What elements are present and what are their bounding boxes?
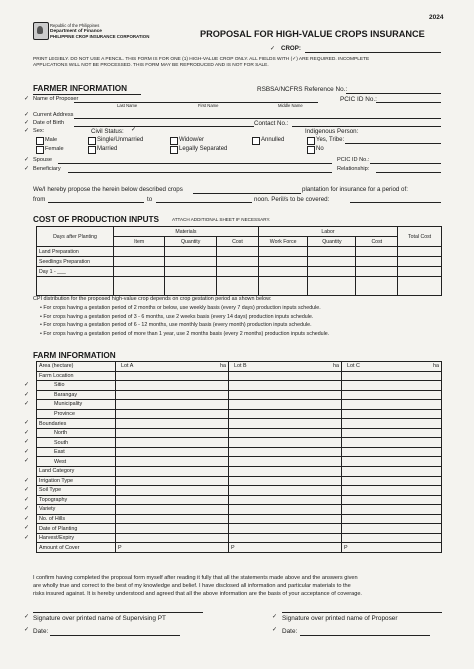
civil-status-check-mark: ✓ xyxy=(131,127,137,133)
farm-row-check-mark: ✓ xyxy=(24,534,30,541)
civil-status-label: Civil Status: xyxy=(91,128,124,135)
crop-field[interactable] xyxy=(305,52,441,53)
farm-cell[interactable] xyxy=(229,486,342,496)
check-mark: ✓ xyxy=(24,157,30,163)
farm-cell[interactable] xyxy=(342,543,442,553)
farm-row xyxy=(37,495,442,505)
department-text: Department of Finance xyxy=(50,29,102,34)
farm-row xyxy=(37,467,442,477)
single-label: Single/Unmarried xyxy=(97,137,144,143)
farm-cell[interactable] xyxy=(229,438,342,448)
days-header: Days after Planting xyxy=(37,227,114,247)
farm-cell[interactable] xyxy=(116,524,229,534)
cpi-bullet: • For crops having a gestation period of 2 months or below, use weekly basis (every 7 days) production inputs schedule. xyxy=(40,305,321,311)
farm-row-check-mark xyxy=(24,410,34,420)
farm-cell[interactable] xyxy=(342,495,442,505)
check-mark: ✓ xyxy=(272,627,278,633)
supervising-pt-signature-line[interactable] xyxy=(33,612,203,613)
spouse-field[interactable] xyxy=(58,163,332,164)
check-mark: ✓ xyxy=(24,120,30,126)
beneficiary-label: Beneficiary xyxy=(33,166,61,172)
farm-row-label: Harvest/Expiry xyxy=(37,533,116,543)
right-date-label: Date: xyxy=(282,628,298,635)
farm-cell[interactable] xyxy=(342,371,442,381)
farmer-title-underline xyxy=(33,94,141,95)
indigenous-no-label: No xyxy=(316,146,324,152)
farm-row-label: Boundaries xyxy=(37,419,116,429)
corporation-text: PHILIPPINE CROP INSURANCE CORPORATION xyxy=(50,34,150,39)
farm-row xyxy=(37,533,442,543)
farm-row-label: Province xyxy=(37,409,116,419)
table-row xyxy=(37,257,442,267)
farm-cell[interactable] xyxy=(342,390,442,400)
check-mark: ✓ xyxy=(272,614,278,620)
farm-row-check-mark xyxy=(24,362,34,372)
quantity-subheader: Quantity xyxy=(165,237,217,247)
farm-cell[interactable] xyxy=(342,409,442,419)
indigenous-label: Indigenous Person: xyxy=(305,128,359,135)
table-row xyxy=(37,247,442,257)
farmer-section-title: FARMER INFORMATION xyxy=(33,84,127,93)
address-field[interactable] xyxy=(74,118,441,119)
farm-row-check-mark: ✓ xyxy=(24,429,30,436)
farm-cell[interactable] xyxy=(342,428,442,438)
farm-row-check-mark: ✓ xyxy=(24,391,30,398)
check-mark: ✓ xyxy=(24,627,30,633)
widow-label: Widow/er xyxy=(179,137,205,143)
from-field[interactable] xyxy=(48,202,144,203)
farm-row xyxy=(37,514,442,524)
first-name-caption: First Name xyxy=(198,103,219,108)
female-label: Female xyxy=(45,146,64,152)
indigenous-yes-checkbox[interactable] xyxy=(307,137,315,145)
farm-cell[interactable] xyxy=(116,486,229,496)
farm-row-label: South xyxy=(37,438,116,448)
farm-row xyxy=(37,543,442,553)
indigenous-yes-label: Yes, Tribe: xyxy=(316,137,345,143)
check-mark: ✓ xyxy=(24,166,30,172)
form-year: 2024 xyxy=(429,14,444,21)
farm-cell[interactable] xyxy=(116,543,229,553)
farm-row xyxy=(37,476,442,486)
farm-cell[interactable] xyxy=(229,505,342,515)
farm-row-check-mark: ✓ xyxy=(24,525,30,532)
cost-subheader: Cost xyxy=(217,237,259,247)
check-mark: ✓ xyxy=(24,128,30,134)
relationship-label: Relationship: xyxy=(337,166,370,172)
farm-row xyxy=(37,447,442,457)
farm-row-check-mark xyxy=(24,467,34,477)
farm-row-label: Soil Type xyxy=(37,486,116,496)
materials-header: Materials xyxy=(113,227,258,237)
farm-cell[interactable] xyxy=(342,514,442,524)
farm-row xyxy=(37,400,442,410)
farm-check-column xyxy=(24,362,34,543)
cost-of-production-table xyxy=(36,226,442,296)
instructions-line-1: PRINT LEGIBLY. DO NOT USE A PENCIL. THIS FORM IS FOR ONE (1) HIGH-VALUE CROP ONLY. ALL FIELDS WITH (✓) ARE REQUIRED. INCOMPLETE xyxy=(33,57,370,62)
crops-field[interactable] xyxy=(193,193,301,194)
farm-section-title: FARM INFORMATION xyxy=(33,351,116,360)
farm-cell[interactable] xyxy=(342,438,442,448)
female-checkbox[interactable] xyxy=(36,146,44,154)
spouse-label: Spouse xyxy=(33,157,52,163)
middle-name-caption: Middle Name xyxy=(278,103,303,108)
farm-row-label: Sitio xyxy=(37,381,116,391)
row-label: Land Preparation xyxy=(37,247,114,257)
table-row xyxy=(37,267,442,277)
farm-cell[interactable] xyxy=(116,390,229,400)
name-label: Name of Proposer xyxy=(33,96,79,102)
cost-section-title: COST OF PRODUCTION INPUTS xyxy=(33,215,159,224)
instructions-line-2: APPLICATIONS WILL NOT BE PROCESSED. THIS FORM MAY BE REPRODUCED AND IS NOT FOR SALE. xyxy=(33,63,269,68)
farm-cell[interactable] xyxy=(116,505,229,515)
pcic-id-field[interactable] xyxy=(376,102,441,103)
farm-cell[interactable] xyxy=(229,428,342,438)
attach-note: ATTACH ADDITIONAL SHEET IF NECESSARY. xyxy=(172,217,271,222)
farm-cell[interactable] xyxy=(229,371,342,381)
farm-row-check-mark: ✓ xyxy=(24,382,30,389)
farm-cell[interactable] xyxy=(229,533,342,543)
farm-row-check-mark xyxy=(24,372,34,382)
farm-row xyxy=(37,524,442,534)
rsbsa-label: RSBSA/NCFRS Reference No.: xyxy=(257,86,348,93)
farm-row-label: Date of Planting xyxy=(37,524,116,534)
tribe-field[interactable] xyxy=(345,143,441,144)
farm-row-label: North xyxy=(37,428,116,438)
farm-cell[interactable] xyxy=(116,438,229,448)
farm-row xyxy=(37,371,442,381)
farm-cell[interactable] xyxy=(229,476,342,486)
farm-row-label: Topography xyxy=(37,495,116,505)
check-mark: ✓ xyxy=(24,614,30,620)
spouse-pcic-id-label: PCIC ID No.: xyxy=(337,157,370,163)
farm-row xyxy=(37,390,442,400)
relationship-field[interactable] xyxy=(376,172,441,173)
check-mark: ✓ xyxy=(24,112,30,118)
farm-cell[interactable] xyxy=(116,447,229,457)
farm-cell[interactable] xyxy=(229,381,342,391)
farm-cell[interactable] xyxy=(116,371,229,381)
farm-row-check-mark: ✓ xyxy=(24,448,30,455)
spouse-pcic-id-field[interactable] xyxy=(370,163,441,164)
farm-cell[interactable] xyxy=(229,543,342,553)
area-row xyxy=(37,362,442,372)
peso-sign: P xyxy=(118,544,122,551)
annulled-label: Annulled xyxy=(261,137,285,143)
farm-cell[interactable] xyxy=(229,390,342,400)
farm-row-label: East xyxy=(37,447,116,457)
right-date-field[interactable] xyxy=(300,635,430,636)
farm-row-check-mark: ✓ xyxy=(24,496,30,503)
ha-unit: ha xyxy=(433,363,439,370)
farm-row-check-mark: ✓ xyxy=(24,420,30,427)
row-label: Seedlings Preparation xyxy=(37,257,114,267)
male-checkbox[interactable] xyxy=(36,137,44,145)
cpi-bullet: • For crops having a gestation period of 3 - 6 months, use 2 weeks basis (every 14 days) production inputs schedule. xyxy=(40,313,314,320)
farm-row-label: Irrigation Type xyxy=(37,476,116,486)
cpi-intro: CPI distribution for the proposed high-value crop depends on crop gestation period as shown below: xyxy=(33,296,272,302)
single-checkbox[interactable] xyxy=(88,137,96,145)
farm-row-check-mark: ✓ xyxy=(24,477,30,484)
farm-cell[interactable] xyxy=(229,400,342,410)
peso-sign: P xyxy=(231,544,235,551)
legally-separated-label: Legally Separated xyxy=(179,146,228,152)
ha-unit: ha xyxy=(333,363,339,370)
ha-unit: ha xyxy=(220,363,226,370)
peso-sign: P xyxy=(344,544,348,551)
farm-cell[interactable] xyxy=(229,457,342,467)
married-label: Married xyxy=(97,146,118,152)
farm-row-label: Amount of Cover xyxy=(37,543,116,553)
total-cost-header: Total Cost xyxy=(398,227,442,247)
row-label xyxy=(37,277,114,296)
farm-row-label: Variety xyxy=(37,505,116,515)
farm-cell[interactable] xyxy=(229,495,342,505)
farm-row xyxy=(37,381,442,391)
farm-cell[interactable] xyxy=(342,381,442,391)
contact-field[interactable] xyxy=(292,126,441,127)
farm-cell[interactable] xyxy=(229,409,342,419)
lot-c-label: Lot C xyxy=(347,363,360,370)
farm-row-label: Municipality xyxy=(37,400,116,410)
cpi-bullet-list xyxy=(40,304,329,338)
farm-row-check-mark: ✓ xyxy=(24,515,30,522)
farm-cell[interactable] xyxy=(116,457,229,467)
labor-quantity-subheader: Quantity xyxy=(308,237,356,247)
certification-line-1: I confirm having completed the proposal form myself after reading it fully that all the statements made above and the answers given xyxy=(33,575,358,581)
address-label: Current Address xyxy=(33,112,74,118)
labor-cost-subheader: Cost xyxy=(356,237,398,247)
proposal-text-2: plantation for insurance for a period of: xyxy=(302,186,408,193)
farm-cell[interactable] xyxy=(229,447,342,457)
farm-cell[interactable] xyxy=(342,457,442,467)
farm-row-check-mark: ✓ xyxy=(24,439,30,446)
farm-cell[interactable] xyxy=(116,400,229,410)
left-date-label: Date: xyxy=(33,628,49,635)
crop-check-mark: ✓ xyxy=(270,46,276,52)
from-label: from xyxy=(33,196,46,203)
farm-row-check-mark: ✓ xyxy=(24,401,30,408)
farm-cell[interactable] xyxy=(116,476,229,486)
farm-row xyxy=(37,438,442,448)
farm-cell[interactable] xyxy=(116,467,229,477)
farm-cell[interactable] xyxy=(342,419,442,429)
farm-row-check-mark: ✓ xyxy=(24,506,30,513)
farm-row-check-mark: ✓ xyxy=(24,487,30,494)
rsbsa-field[interactable] xyxy=(346,93,441,94)
farm-row-label: No. of Hills xyxy=(37,514,116,524)
last-name-caption: Last Name xyxy=(117,103,138,108)
farm-row xyxy=(37,457,442,467)
dob-label: Date of Birth xyxy=(33,120,65,126)
farm-cell[interactable] xyxy=(116,409,229,419)
married-checkbox[interactable] xyxy=(88,146,96,154)
annulled-checkbox[interactable] xyxy=(252,137,260,145)
labor-header: Labor xyxy=(258,227,397,237)
farm-cell[interactable] xyxy=(342,476,442,486)
farm-row xyxy=(37,428,442,438)
cpi-bullet: • For crops having a gestation period of more than 1 year, use 2 months basis (every 2 months) production inputs schedule. xyxy=(40,330,330,337)
to-label: to xyxy=(147,196,153,203)
beneficiary-field[interactable] xyxy=(68,172,332,173)
item-subheader: Item xyxy=(113,237,164,247)
proposer-signature-label: Signature over printed name of Proposer xyxy=(282,615,398,622)
farm-cell[interactable] xyxy=(116,381,229,391)
farm-cell[interactable] xyxy=(342,486,442,496)
crop-label: CROP: xyxy=(281,45,301,52)
to-field[interactable] xyxy=(156,202,252,203)
widow-checkbox[interactable] xyxy=(170,137,178,145)
farm-cell[interactable] xyxy=(116,428,229,438)
farm-cell[interactable] xyxy=(342,524,442,534)
pcic-seal-logo xyxy=(33,22,49,40)
farm-cell[interactable] xyxy=(342,467,442,477)
cpi-bullet: • For crops having a gestation period of 6 - 12 months, use monthly basis (every month) production inputs schedule. xyxy=(40,322,312,328)
farm-cell[interactable] xyxy=(229,514,342,524)
check-mark: ✓ xyxy=(24,96,30,102)
male-label: Male xyxy=(45,137,58,143)
certification-line-2: are wholly true and correct to the best of my knowledge and belief. I have disclosed all information and particular materials to the xyxy=(33,583,351,589)
farm-cell[interactable] xyxy=(229,419,342,429)
farm-cell[interactable] xyxy=(116,495,229,505)
farm-cell[interactable] xyxy=(342,505,442,515)
pcic-id-label: PCIC ID No.: xyxy=(340,96,377,103)
farm-row-label: Land Category xyxy=(37,467,116,477)
lot-b-label: Lot B xyxy=(234,363,247,370)
contact-label: Contact No.: xyxy=(254,120,289,127)
work-force-subheader: Work Force xyxy=(258,237,308,247)
proposer-signature-line[interactable] xyxy=(282,612,442,613)
table-row xyxy=(37,277,442,296)
farm-cell[interactable] xyxy=(229,467,342,477)
lot-a-label: Lot A xyxy=(121,363,134,370)
form-title: PROPOSAL FOR HIGH-VALUE CROPS INSURANCE xyxy=(200,29,425,39)
indigenous-no-checkbox[interactable] xyxy=(307,146,315,154)
dob-field[interactable] xyxy=(74,126,254,127)
legally-separated-checkbox[interactable] xyxy=(170,146,178,154)
farm-cell[interactable] xyxy=(116,419,229,429)
proposal-text-1: We/I hereby propose the herein below described crops xyxy=(33,186,183,193)
farm-cell[interactable] xyxy=(342,400,442,410)
farm-cell[interactable] xyxy=(342,533,442,543)
farm-row xyxy=(37,409,442,419)
farm-row-label: Barangay xyxy=(37,390,116,400)
farm-information-table xyxy=(36,361,442,553)
farm-row-label: Farm Location xyxy=(37,371,116,381)
farm-cell[interactable] xyxy=(116,533,229,543)
supervising-pt-signature-label: Signature over printed name of Supervising PT xyxy=(33,615,166,622)
perils-field[interactable] xyxy=(350,202,441,203)
farm-row xyxy=(37,486,442,496)
farm-row-label: West xyxy=(37,457,116,467)
farm-row xyxy=(37,419,442,429)
farm-row-check-mark: ✓ xyxy=(24,458,30,465)
republic-text: Republic of the Philippines xyxy=(50,23,100,28)
row-label: Day 1 - ___ xyxy=(37,267,114,277)
left-date-field[interactable] xyxy=(50,635,180,636)
certification-line-3: risks insured against. It is hereby understood and agreed that all the above information are the basis of your acceptance of coverage. xyxy=(33,591,362,597)
farm-cell[interactable] xyxy=(116,514,229,524)
farm-cell[interactable] xyxy=(342,447,442,457)
area-label: Area (hectare) xyxy=(37,362,116,372)
farm-row xyxy=(37,505,442,515)
farm-cell[interactable] xyxy=(229,524,342,534)
noon-label: noon. Peril/s to be covered: xyxy=(254,196,330,203)
sex-label: Sex: xyxy=(33,128,45,134)
